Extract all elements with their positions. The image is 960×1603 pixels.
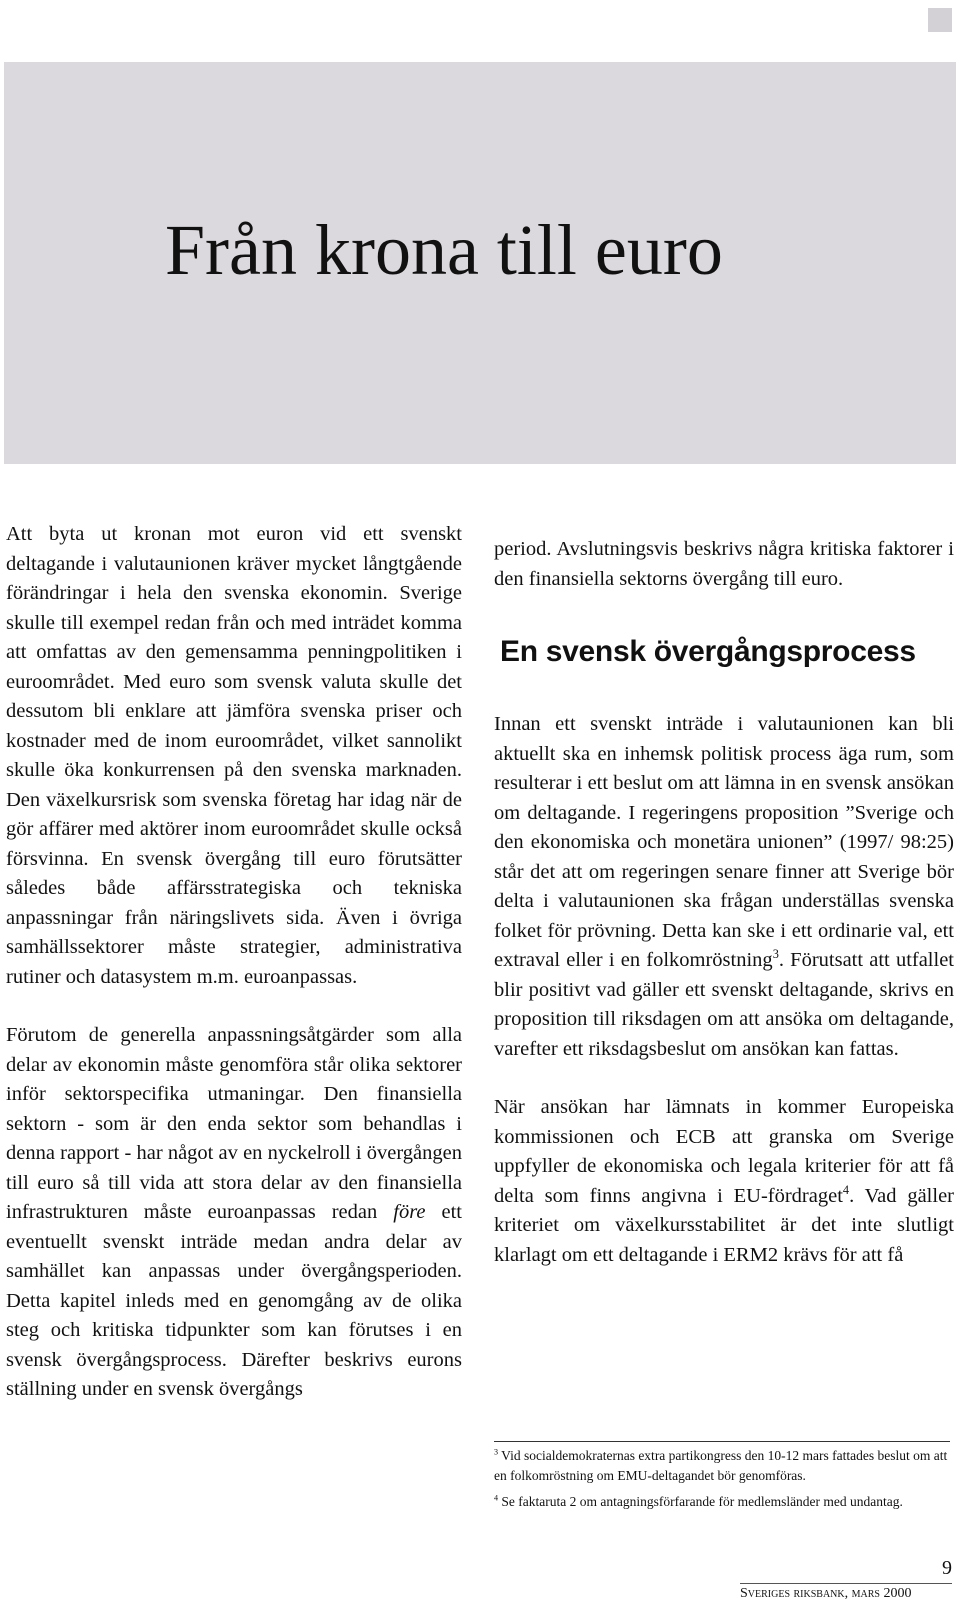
- body-paragraph: [494, 710, 954, 1064]
- text-run: ett eventuellt svenskt inträde medan andra delar av samhället kan anpassas under övergångsperioden. Detta kapitel inleds med en genomgång av de olika steg och kritiska tidpunkter som kan förutses i en svensk övergångsprocess. Därefter beskrivs eurons ställning under en svensk övergångs: [6, 1201, 462, 1400]
- left-text-column: [6, 520, 462, 1405]
- right-text-column: [494, 535, 954, 1270]
- footnote-ref[interactable]: 3: [772, 947, 779, 962]
- footnote: [494, 1492, 950, 1512]
- body-paragraph: [494, 1093, 954, 1270]
- text-run: . Vad gäller kriteriet om växelkursstabilitet är det inte slutligt klarlagt om ett deltagande i ERM2 krävs för att få: [494, 1184, 954, 1266]
- body-paragraph: [6, 1021, 462, 1405]
- footnote-marker: 3: [494, 1447, 499, 1457]
- footnote-text: Se faktaruta 2 om antagningsförfarande för medlemsländer med undantag.: [498, 1494, 903, 1509]
- body-paragraph: Att byta ut kronan mot euron vid ett svenskt deltagande i valutaunionen kräver mycket långtgående förändringar i hela den svenska ekonomin. Sverige skulle till exempel redan från och med inträdet komma att omfattas av den gemensamma penningpolitiken i euroområdet. Med euro som svensk valuta skulle det dessutom bli enklare att jämföra svenska priser och kostnader med de inom euroområdet, vilket sannolikt skulle öka konkurrensen på den svenska marknaden. Den växelkursrisk som svenska företag har idag när de gör affärer med aktörer inom euroområdet skulle också försvinna. En svensk övergång till euro förutsätter således både affärsstrategiska och tekniska anpassningar från näringslivets sida. Även i övriga samhällssektorer måste strategier, administrativa rutiner och datasystem m.m. euroanpassas.: [6, 523, 462, 988]
- section-heading: En svensk övergångsprocess: [500, 635, 916, 668]
- body-paragraph: period. Avslutningsvis beskrivs några kritiska faktorer i den finansiella sektorns övergång till euro.: [494, 538, 954, 590]
- footnote: [494, 1446, 950, 1486]
- page-number: 9: [942, 1557, 952, 1579]
- emphasis-text: före: [393, 1201, 426, 1223]
- text-run: . Förutsatt att utfallet blir positivt vad gäller ett svenskt deltagande, skrivs en proposition till riksdagen om att ansöka om deltagande, varefter ett riksdagsbeslut om ansökan kan fattas.: [494, 949, 954, 1060]
- text-run: Förutom de generella anpassningsåtgärder som alla delar av ekonomin måste genomföra står olika sektorer inför sektorspecifika utmaningar. Den finansiella sektorn - som är den enda sektor som behandlas i denna rapport - har något av en nyckelroll i övergången till euro så till vida att stora delar av den finansiella infrastrukturen måste euroanpassas redan: [6, 1024, 462, 1223]
- footnote-ref[interactable]: 4: [842, 1182, 850, 1197]
- running-footer: Sveriges riksbank, mars 2000: [740, 1583, 952, 1602]
- text-run: Innan ett svenskt inträde i valutaunionen kan bli aktuellt ska en inhemsk politisk process äga rum, som resulterar i ett beslut om att lämna in en svensk ansökan om deltagande. I regeringens proposition ”Sverige och den ekonomiska och monetära unionen” (1997/ 98:25) står det att om regeringen senare finner att Sverige bör delta i valutaunionen ska frågan underställas svenska folket för prövning. Detta kan ske i ett ordinarie val, ett extraval eller i en folkomröstning: [494, 713, 954, 971]
- footnotes: [494, 1441, 950, 1512]
- chapter-title: Från krona till euro: [165, 210, 723, 290]
- text-run: När ansökan har lämnats in kommer Europeiska kommissionen och ECB att granska om Sverige uppfyller de ekonomiska och legala kriterier för att få delta som finns angivna i EU-fördraget: [494, 1096, 954, 1207]
- footnote-marker: 4: [494, 1493, 499, 1503]
- corner-marker: [928, 8, 952, 32]
- footnote-text: Vid socialdemokraternas extra partikongress den 10-12 mars fattades beslut om att en folkomröstning om EMU-deltagandet bör genomföras.: [494, 1448, 948, 1483]
